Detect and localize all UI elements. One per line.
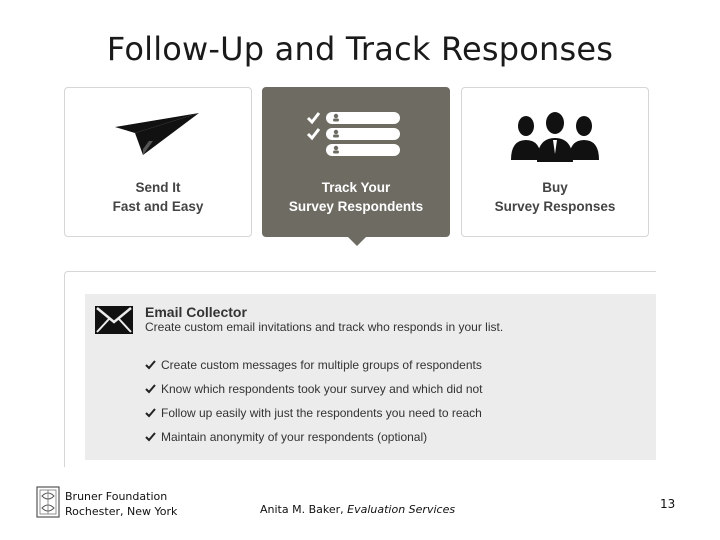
card-label-line1: Track Your xyxy=(321,180,391,195)
bruner-foundation-logo-icon xyxy=(36,486,60,518)
collector-title: Email Collector xyxy=(145,304,247,320)
checkmark-icon xyxy=(145,408,156,418)
collector-subtitle: Create custom email invitations and track who responds in your list. xyxy=(145,320,504,334)
feature-list xyxy=(145,358,483,454)
checkmark-icon xyxy=(145,360,156,370)
slide-title: Follow-Up and Track Responses xyxy=(106,30,614,68)
email-collector-panel xyxy=(85,294,656,460)
feature-text: Create custom messages for multiple groups of respondents xyxy=(161,358,482,372)
feature-text: Know which respondents took your survey and which did not xyxy=(161,382,483,396)
page-number: 13 xyxy=(660,497,676,511)
list-item xyxy=(145,430,483,454)
people-group-icon xyxy=(509,110,601,162)
list-item xyxy=(145,358,483,382)
envelope-icon xyxy=(95,306,133,334)
feature-text: Follow up easily with just the respondents you need to reach xyxy=(161,406,482,420)
card-label-line2: Survey Respondents xyxy=(288,199,424,214)
card-buy-responses[interactable] xyxy=(461,87,649,237)
footer-org-location: Rochester, New York xyxy=(65,505,178,518)
footer-author xyxy=(260,503,455,516)
card-label-line2: Survey Responses xyxy=(494,199,616,214)
active-card-pointer xyxy=(347,236,367,246)
author-organization: Evaluation Services xyxy=(347,503,456,516)
card-label-line2: Fast and Easy xyxy=(112,199,204,214)
footer-organization xyxy=(65,489,177,519)
list-item xyxy=(145,406,483,430)
feature-text: Maintain anonymity of your respondents (optional) xyxy=(161,430,428,444)
footer-org-name: Bruner Foundation xyxy=(65,490,168,503)
checkmark-icon xyxy=(145,384,156,394)
card-track-respondents[interactable] xyxy=(262,87,450,237)
card-label-line1: Buy xyxy=(542,180,568,195)
author-name: Anita M. Baker, xyxy=(260,503,348,516)
paper-plane-icon xyxy=(113,111,203,161)
card-send-it[interactable] xyxy=(64,87,252,237)
respondent-list-icon xyxy=(306,110,406,162)
list-item xyxy=(145,382,483,406)
checkmark-icon xyxy=(145,432,156,442)
card-label-line1: Send It xyxy=(135,180,181,195)
